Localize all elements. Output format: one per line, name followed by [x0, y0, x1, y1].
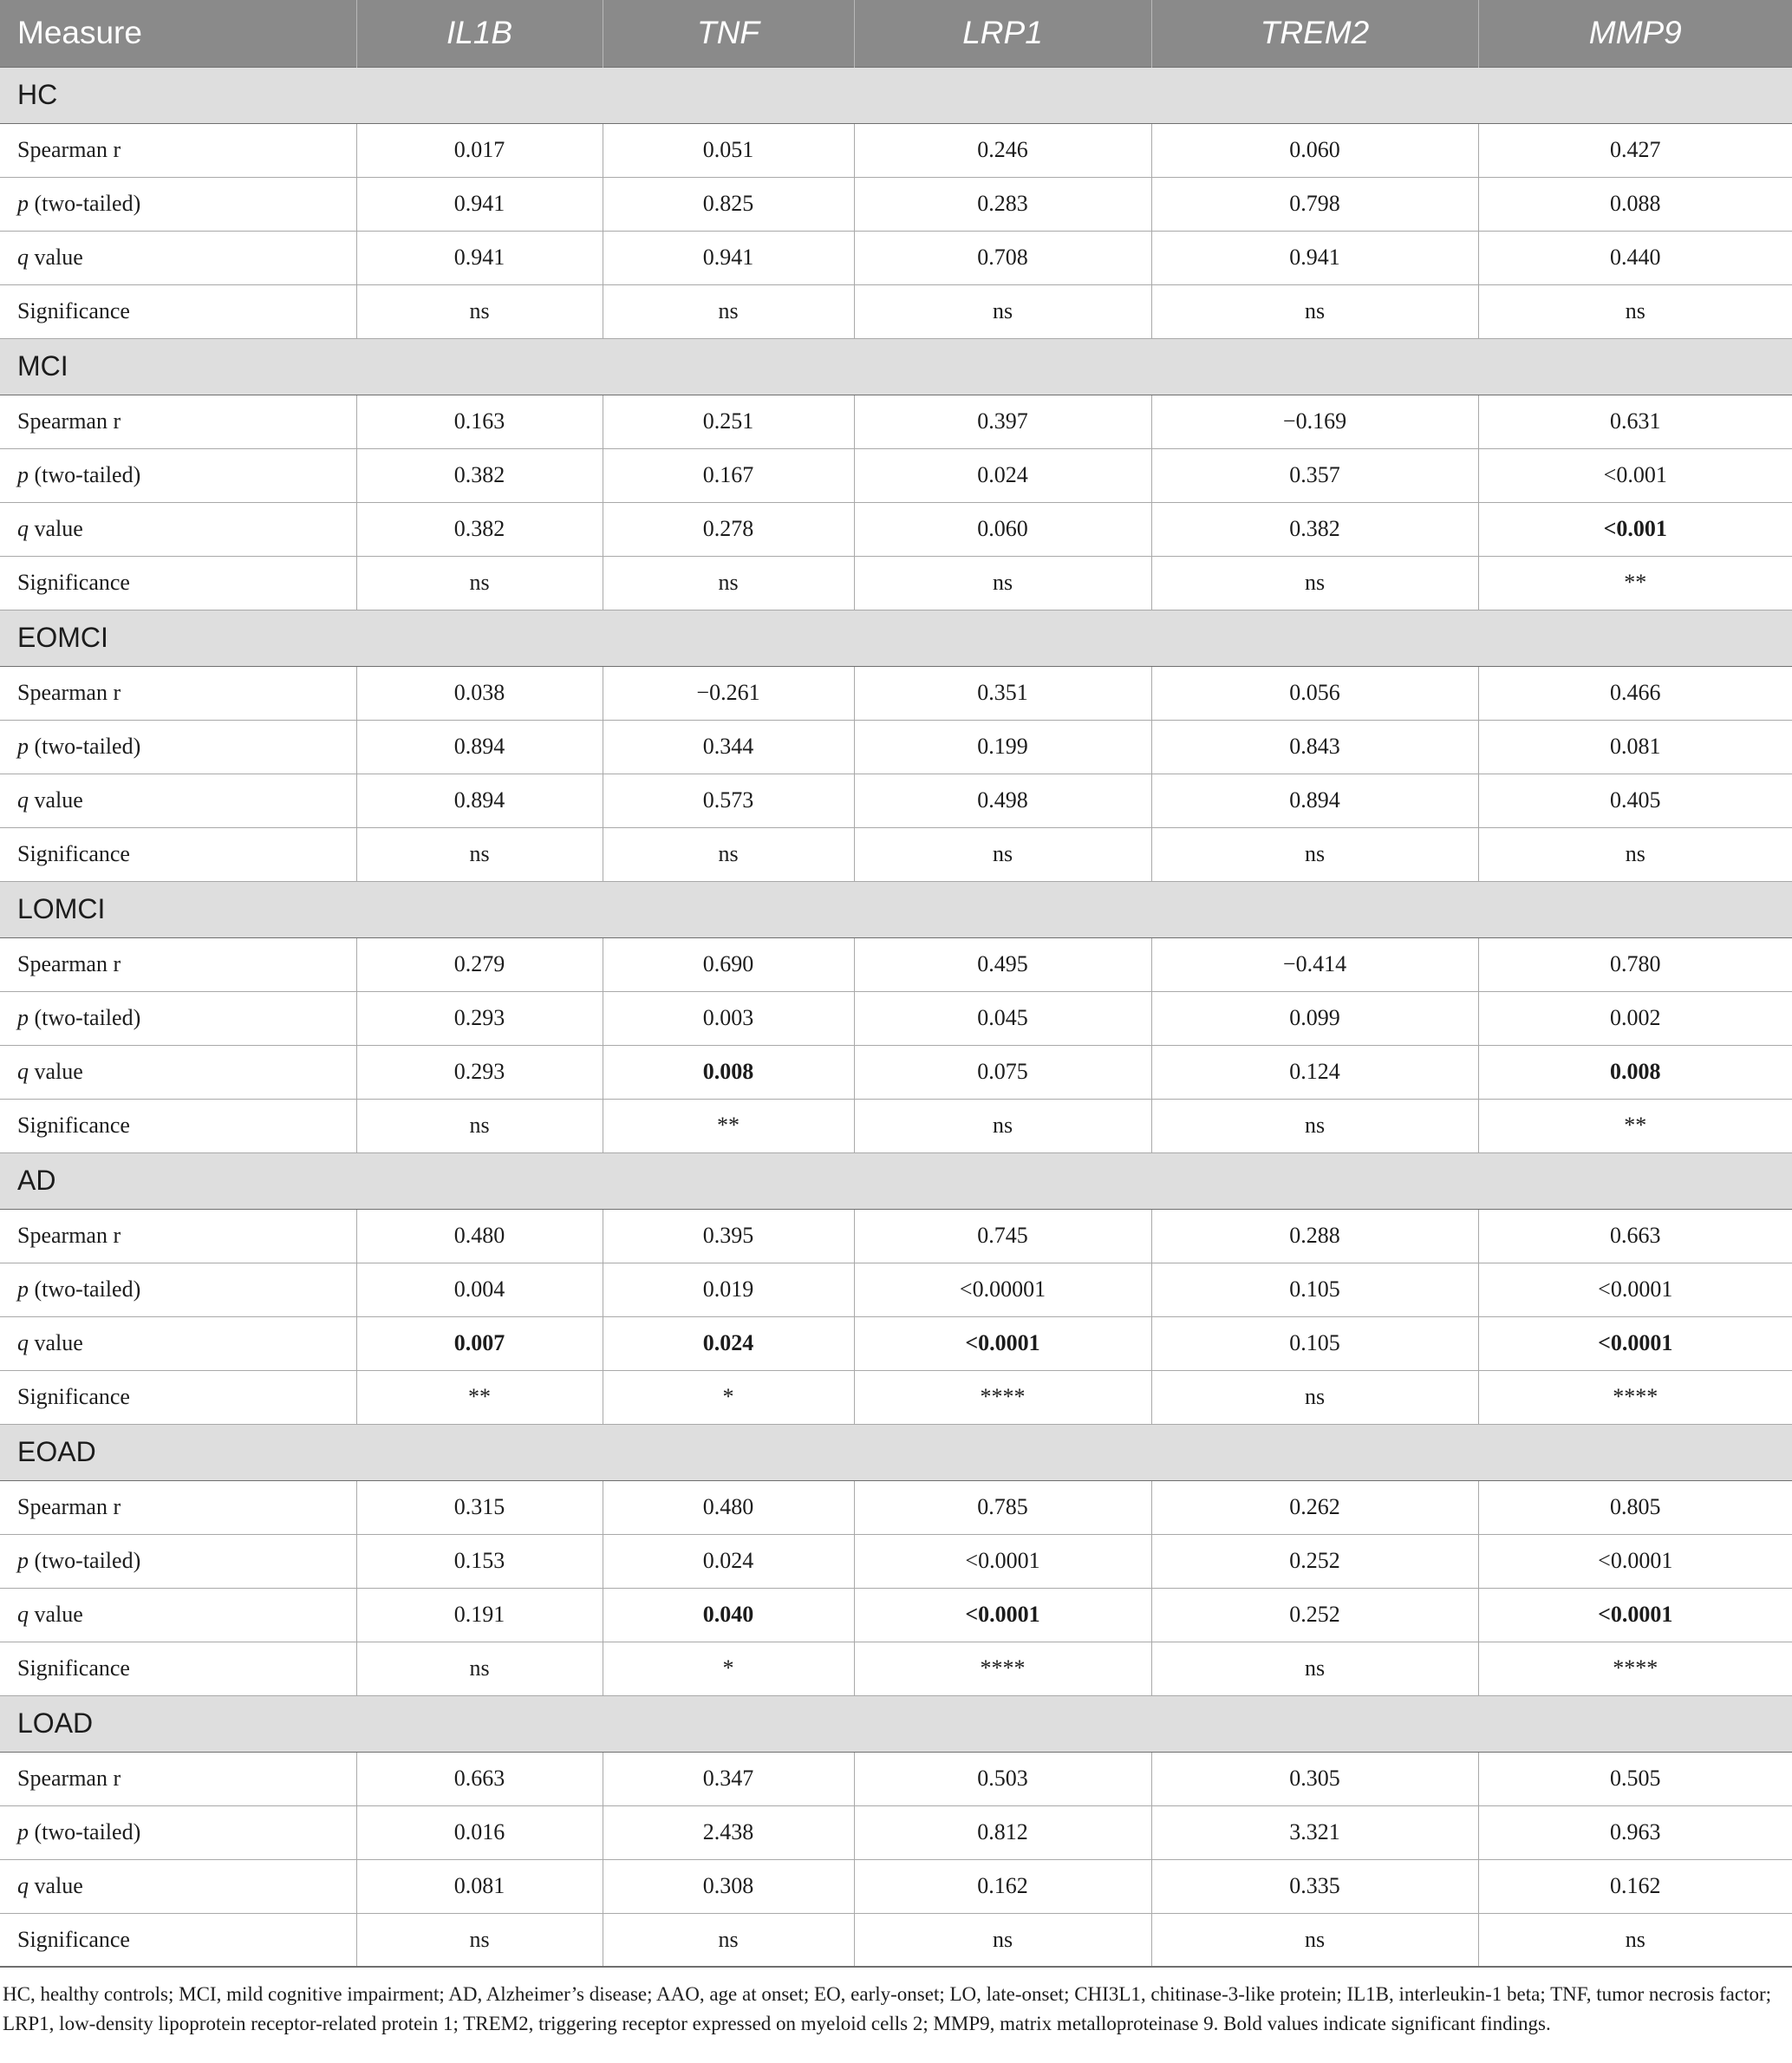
- row-label: [0, 1642, 356, 1695]
- table-cell: 0.466: [1478, 666, 1792, 720]
- table-cell: 0.056: [1151, 666, 1478, 720]
- table-cell: 0.099: [1151, 991, 1478, 1045]
- table-cell: 0.008: [603, 1045, 854, 1099]
- table-cell: 0.663: [356, 1752, 603, 1805]
- row-label-text: Significance: [17, 1384, 130, 1409]
- row-label-text: value: [29, 516, 83, 541]
- group-label: EOAD: [0, 1424, 1792, 1480]
- table-cell: 0.305: [1151, 1752, 1478, 1805]
- table-row: [0, 827, 1792, 881]
- row-label-symbol: p: [17, 462, 29, 487]
- row-label-text: (two-tailed): [29, 191, 141, 216]
- group-label: HC: [0, 67, 1792, 123]
- row-label: [0, 1209, 356, 1263]
- table-cell: 0.663: [1478, 1209, 1792, 1263]
- table-cell: ns: [1151, 827, 1478, 881]
- table-cell: ****: [854, 1370, 1151, 1424]
- table-cell: 3.321: [1151, 1805, 1478, 1859]
- table-row: [0, 1045, 1792, 1099]
- table-cell: 0.162: [1478, 1859, 1792, 1913]
- table-cell: ns: [356, 556, 603, 610]
- group-label: LOMCI: [0, 881, 1792, 937]
- row-label: [0, 1588, 356, 1642]
- row-label-symbol: p: [17, 1819, 29, 1844]
- table-cell: ns: [1151, 556, 1478, 610]
- row-label-symbol: q: [17, 1602, 29, 1627]
- table-cell: 0.941: [603, 231, 854, 284]
- table-cell: 0.251: [603, 395, 854, 448]
- table-row: [0, 284, 1792, 338]
- table-cell: ns: [603, 827, 854, 881]
- column-header-tnf: TNF: [603, 0, 854, 67]
- row-label: [0, 1534, 356, 1588]
- row-label: [0, 1263, 356, 1316]
- row-label-text: value: [29, 1873, 83, 1898]
- table-cell: 0.024: [854, 448, 1151, 502]
- table-cell: ns: [356, 1099, 603, 1152]
- row-label: [0, 720, 356, 774]
- row-label: [0, 1805, 356, 1859]
- table-cell: ns: [1478, 284, 1792, 338]
- row-label-symbol: q: [17, 516, 29, 541]
- table-cell: ns: [603, 284, 854, 338]
- table-cell: 0.279: [356, 937, 603, 991]
- row-label-text: Significance: [17, 841, 130, 866]
- table-cell: 0.843: [1151, 720, 1478, 774]
- row-label-text: value: [29, 787, 83, 813]
- table-cell: 0.016: [356, 1805, 603, 1859]
- table-cell: 0.573: [603, 774, 854, 827]
- table-cell: −0.169: [1151, 395, 1478, 448]
- row-label: [0, 1045, 356, 1099]
- table-cell: ns: [356, 1642, 603, 1695]
- table-cell: 0.397: [854, 395, 1151, 448]
- table-row: [0, 1859, 1792, 1913]
- table-cell: 0.024: [603, 1316, 854, 1370]
- table-cell: −0.414: [1151, 937, 1478, 991]
- table-cell: 0.040: [603, 1588, 854, 1642]
- table-row: [0, 1534, 1792, 1588]
- table-cell: 0.003: [603, 991, 854, 1045]
- row-label-symbol: p: [17, 1005, 29, 1030]
- row-label-text: Significance: [17, 298, 130, 323]
- table-cell: 0.351: [854, 666, 1151, 720]
- table-cell: 0.060: [1151, 123, 1478, 177]
- table-cell: 0.631: [1478, 395, 1792, 448]
- table-row: [0, 720, 1792, 774]
- table-cell: ns: [356, 1913, 603, 1967]
- table-cell: 0.288: [1151, 1209, 1478, 1263]
- table-cell: 0.293: [356, 1045, 603, 1099]
- table-cell: ns: [356, 284, 603, 338]
- table-cell: 0.019: [603, 1263, 854, 1316]
- table-row: [0, 1099, 1792, 1152]
- row-label: [0, 556, 356, 610]
- table-cell: 0.024: [603, 1534, 854, 1588]
- row-label: [0, 502, 356, 556]
- table-cell: 0.315: [356, 1480, 603, 1534]
- row-label-symbol: q: [17, 245, 29, 270]
- table-row: [0, 1480, 1792, 1534]
- table-cell: 0.785: [854, 1480, 1151, 1534]
- row-label: [0, 827, 356, 881]
- group-row: [0, 67, 1792, 123]
- table-cell: 0.045: [854, 991, 1151, 1045]
- table-cell: 0.357: [1151, 448, 1478, 502]
- table-cell: 0.088: [1478, 177, 1792, 231]
- table-cell: <0.0001: [1478, 1316, 1792, 1370]
- table-cell: 0.941: [356, 177, 603, 231]
- table-row: [0, 177, 1792, 231]
- row-label-text: Spearman r: [17, 137, 121, 162]
- table-cell: 0.690: [603, 937, 854, 991]
- row-label-text: Significance: [17, 1655, 130, 1681]
- table-cell: ****: [1478, 1370, 1792, 1424]
- table-cell: 0.894: [356, 774, 603, 827]
- table-cell: ns: [603, 1913, 854, 1967]
- row-label: [0, 231, 356, 284]
- table-row: [0, 1805, 1792, 1859]
- table-cell: 0.004: [356, 1263, 603, 1316]
- row-label-symbol: p: [17, 1548, 29, 1573]
- table-cell: 0.017: [356, 123, 603, 177]
- table-cell: **: [1478, 1099, 1792, 1152]
- table-row: [0, 395, 1792, 448]
- table-cell: 0.941: [1151, 231, 1478, 284]
- table-cell: 0.780: [1478, 937, 1792, 991]
- table-cell: ns: [1151, 284, 1478, 338]
- group-row: [0, 1695, 1792, 1752]
- row-label-text: Spearman r: [17, 1766, 121, 1791]
- table-cell: <0.0001: [1478, 1263, 1792, 1316]
- table-cell: ns: [854, 1913, 1151, 1967]
- table-cell: 0.081: [356, 1859, 603, 1913]
- row-label-text: Spearman r: [17, 951, 121, 976]
- table-cell: ns: [1151, 1370, 1478, 1424]
- table-cell: 0.246: [854, 123, 1151, 177]
- row-label: [0, 1752, 356, 1805]
- table-cell: 0.382: [356, 502, 603, 556]
- table-row: [0, 502, 1792, 556]
- table-header: [0, 0, 1792, 67]
- table-cell: ****: [854, 1642, 1151, 1695]
- table-cell: 0.480: [356, 1209, 603, 1263]
- row-label: [0, 1099, 356, 1152]
- table-footnote: HC, healthy controls; MCI, mild cognitive impairment; AD, Alzheimer’s disease; AAO, age at onset; EO, early-onset; LO, late-onset; CHI3L1, chitinase-3-like protein; IL1B, interleukin-1 beta; TNF, tumor necrosis factor; LRP1, low-density lipoprotein receptor-related protein 1; TREM2, triggering receptor expressed on myeloid cells 2; MMP9, matrix metalloproteinase 9. Bold values indicate significant findings.: [3, 1983, 1772, 2034]
- row-label-text: Significance: [17, 570, 130, 595]
- row-label-symbol: p: [17, 191, 29, 216]
- row-label-text: Spearman r: [17, 1223, 121, 1248]
- row-label-symbol: q: [17, 1059, 29, 1084]
- table-cell: 0.008: [1478, 1045, 1792, 1099]
- table-cell: **: [1478, 556, 1792, 610]
- table-cell: 0.495: [854, 937, 1151, 991]
- table-cell: 0.941: [356, 231, 603, 284]
- row-label: [0, 937, 356, 991]
- table-cell: **: [603, 1099, 854, 1152]
- table-cell: 0.427: [1478, 123, 1792, 177]
- row-label-text: Significance: [17, 1926, 130, 1952]
- row-label-symbol: q: [17, 1873, 29, 1898]
- table-row: [0, 1209, 1792, 1263]
- table-row: [0, 231, 1792, 284]
- row-label-symbol: p: [17, 1276, 29, 1302]
- table-cell: 0.162: [854, 1859, 1151, 1913]
- table-cell: 0.060: [854, 502, 1151, 556]
- row-label-text: (two-tailed): [29, 734, 141, 759]
- table-row: [0, 774, 1792, 827]
- table-cell: *: [603, 1642, 854, 1695]
- table-cell: ns: [854, 284, 1151, 338]
- group-row: [0, 1152, 1792, 1209]
- table-cell: ns: [854, 827, 1151, 881]
- table-cell: 0.405: [1478, 774, 1792, 827]
- table-cell: 0.963: [1478, 1805, 1792, 1859]
- table-cell: 0.262: [1151, 1480, 1478, 1534]
- table-cell: 0.007: [356, 1316, 603, 1370]
- table-cell: 0.344: [603, 720, 854, 774]
- row-label-text: value: [29, 1602, 83, 1627]
- table-cell: 0.002: [1478, 991, 1792, 1045]
- table-cell: 0.440: [1478, 231, 1792, 284]
- table-cell: 0.038: [356, 666, 603, 720]
- table-cell: −0.261: [603, 666, 854, 720]
- row-label: [0, 1480, 356, 1534]
- group-label: AD: [0, 1152, 1792, 1209]
- table-cell: <0.0001: [854, 1588, 1151, 1642]
- table-cell: <0.001: [1478, 448, 1792, 502]
- table-cell: 0.081: [1478, 720, 1792, 774]
- row-label: [0, 177, 356, 231]
- row-label-text: (two-tailed): [29, 1005, 141, 1030]
- row-label: [0, 1316, 356, 1370]
- table-cell: 0.894: [1151, 774, 1478, 827]
- table-cell: 0.395: [603, 1209, 854, 1263]
- table-cell: ns: [1151, 1642, 1478, 1695]
- table-row: [0, 1642, 1792, 1695]
- table-row: [0, 1370, 1792, 1424]
- table-cell: 0.498: [854, 774, 1151, 827]
- table-cell: 0.825: [603, 177, 854, 231]
- table-cell: 0.163: [356, 395, 603, 448]
- table-cell: 0.708: [854, 231, 1151, 284]
- column-header-mmp9: MMP9: [1588, 15, 1682, 51]
- table-cell: 0.105: [1151, 1263, 1478, 1316]
- table-row: [0, 448, 1792, 502]
- row-label-symbol: q: [17, 787, 29, 813]
- column-header-lrp1: LRP1: [854, 0, 1151, 67]
- row-label: [0, 991, 356, 1045]
- table-cell: <0.0001: [854, 1316, 1151, 1370]
- table-cell: 0.805: [1478, 1480, 1792, 1534]
- row-label-text: (two-tailed): [29, 1276, 141, 1302]
- table-cell: 0.283: [854, 177, 1151, 231]
- table-cell: ns: [1151, 1099, 1478, 1152]
- row-label-text: (two-tailed): [29, 1819, 141, 1844]
- group-label: MCI: [0, 338, 1792, 395]
- table-cell: ****: [1478, 1642, 1792, 1695]
- table-cell: 0.505: [1478, 1752, 1792, 1805]
- row-label-text: (two-tailed): [29, 1548, 141, 1573]
- group-row: [0, 881, 1792, 937]
- row-label: [0, 123, 356, 177]
- table-cell: *: [603, 1370, 854, 1424]
- row-label-text: Spearman r: [17, 408, 121, 434]
- row-label-text: (two-tailed): [29, 462, 141, 487]
- row-label: [0, 774, 356, 827]
- table-cell: ns: [1478, 827, 1792, 881]
- row-label-text: value: [29, 1059, 83, 1084]
- table-cell: 0.124: [1151, 1045, 1478, 1099]
- table-cell: 0.382: [356, 448, 603, 502]
- table-cell: 0.335: [1151, 1859, 1478, 1913]
- table-cell: ns: [854, 1099, 1151, 1152]
- row-label-text: value: [29, 245, 83, 270]
- table-row: [0, 937, 1792, 991]
- group-row: [0, 1424, 1792, 1480]
- table-cell: ns: [1151, 1913, 1478, 1967]
- table-row: [0, 123, 1792, 177]
- header-row: [0, 0, 1792, 67]
- row-label-symbol: p: [17, 734, 29, 759]
- row-label-symbol: q: [17, 1330, 29, 1355]
- row-label: [0, 284, 356, 338]
- table-row: [0, 1263, 1792, 1316]
- row-label: [0, 395, 356, 448]
- column-header-il1b: IL1B: [356, 0, 603, 67]
- table-cell: 0.199: [854, 720, 1151, 774]
- table-cell: 0.153: [356, 1534, 603, 1588]
- row-label: [0, 448, 356, 502]
- table-body: [0, 67, 1792, 1967]
- table-row: [0, 666, 1792, 720]
- table-cell: 0.894: [356, 720, 603, 774]
- table-cell: 0.347: [603, 1752, 854, 1805]
- row-label: [0, 1859, 356, 1913]
- row-label: [0, 1370, 356, 1424]
- table-cell: 0.480: [603, 1480, 854, 1534]
- group-label: LOAD: [0, 1695, 1792, 1752]
- table-cell: 0.798: [1151, 177, 1478, 231]
- table-cell: 0.051: [603, 123, 854, 177]
- table-cell: 0.191: [356, 1588, 603, 1642]
- table-cell: <0.0001: [1478, 1588, 1792, 1642]
- row-label-text: Spearman r: [17, 1494, 121, 1519]
- table-row: [0, 1316, 1792, 1370]
- table-cell: 0.812: [854, 1805, 1151, 1859]
- table-cell: <0.001: [1478, 502, 1792, 556]
- table-cell: 2.438: [603, 1805, 854, 1859]
- table-cell: 0.252: [1151, 1588, 1478, 1642]
- table-cell: 0.278: [603, 502, 854, 556]
- table-row: [0, 1752, 1792, 1805]
- table-cell: ns: [854, 556, 1151, 610]
- table-cell: 0.075: [854, 1045, 1151, 1099]
- table-cell: <0.0001: [854, 1534, 1151, 1588]
- table-cell: ns: [1478, 1913, 1792, 1967]
- table-cell: ns: [356, 827, 603, 881]
- group-label: EOMCI: [0, 610, 1792, 666]
- table-row: [0, 991, 1792, 1045]
- table-cell: 0.105: [1151, 1316, 1478, 1370]
- table-cell: ns: [603, 556, 854, 610]
- table-row: [0, 1588, 1792, 1642]
- table-cell: **: [356, 1370, 603, 1424]
- table-cell: <0.00001: [854, 1263, 1151, 1316]
- table-row: [0, 1913, 1792, 1967]
- row-label: [0, 666, 356, 720]
- table-row: [0, 556, 1792, 610]
- table-cell: 0.308: [603, 1859, 854, 1913]
- table-cell: 0.293: [356, 991, 603, 1045]
- table-cell: 0.252: [1151, 1534, 1478, 1588]
- group-row: [0, 610, 1792, 666]
- table-cell: 0.745: [854, 1209, 1151, 1263]
- row-label-text: Significance: [17, 1113, 130, 1138]
- group-row: [0, 338, 1792, 395]
- row-label: [0, 1913, 356, 1967]
- table-cell: 0.382: [1151, 502, 1478, 556]
- table-cell: 0.167: [603, 448, 854, 502]
- table-cell: 0.503: [854, 1752, 1151, 1805]
- row-label-text: value: [29, 1330, 83, 1355]
- table-cell: <0.0001: [1478, 1534, 1792, 1588]
- column-header-measure: Measure: [0, 0, 356, 67]
- row-label-text: Spearman r: [17, 680, 121, 705]
- column-header-trem2: TREM2: [1151, 0, 1478, 67]
